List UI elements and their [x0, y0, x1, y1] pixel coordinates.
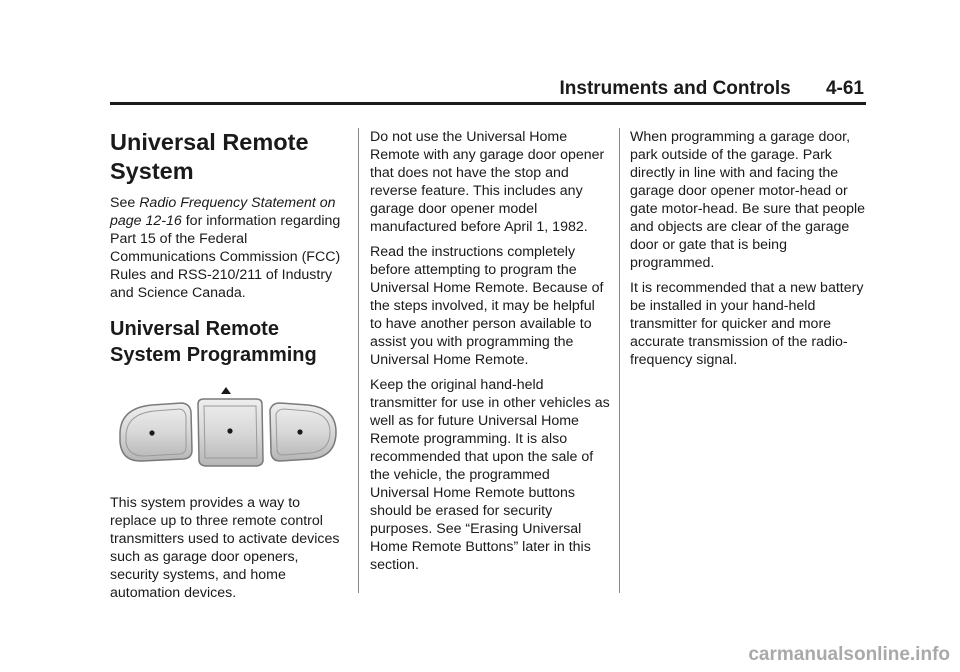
intro-prefix: See	[110, 195, 140, 211]
battery-paragraph: It is recommended that a new battery be installed in your hand-held transmitter for quicker and more accurate transmission of the radio-frequency signal.	[630, 280, 864, 368]
up-arrow-icon	[221, 387, 231, 394]
page-number: 4-61	[825, 78, 864, 99]
stop-reverse-paragraph: Do not use the Universal Home Remote with any garage door opener that does not have the stop and reverse feature. This includes any garage door opener model manufactured before April 1, 1982.	[370, 129, 605, 235]
heading-universal-remote-system: Universal Remote System	[110, 129, 309, 184]
column-middle	[370, 128, 610, 581]
section-title: Instruments and Controls	[559, 78, 791, 99]
intro-paragraph	[110, 194, 350, 302]
system-description-paragraph: This system provides a way to replace up to three remote control transmitters used to activate devices such as garage door openers, security systems, and home automation devices.	[110, 495, 340, 601]
watermark: carmanualsonline.info	[748, 644, 950, 665]
remote-button-2	[198, 399, 263, 466]
intro-suffix: for information regarding Part 15 of the Federal Communications Commission (FCC) Rules and RSS-210/211 of Industry and Science Canada.	[110, 213, 341, 301]
column-right	[630, 128, 870, 376]
column-divider	[358, 128, 359, 593]
heading-programming: Universal Remote System Programming	[110, 318, 317, 366]
keep-transmitter-paragraph: Keep the original hand-held transmitter for use in other vehicles as well as for future Universal Home Remote programming. It is also recommended that upon the sale of the vehicle, the programmed Universal Home Remote buttons should be erased for security purposes. See “Erasing Universal Home Remote Buttons” later in this section.	[370, 377, 610, 573]
remote-button-1	[120, 403, 192, 461]
park-outside-paragraph: When programming a garage door, park outside of the garage. Park directly in line with and facing the garage door opener motor-head or gate motor-head. Be sure that people and objects are clear of the garage door or gate that is being programmed.	[630, 129, 866, 271]
column-left	[110, 128, 350, 609]
cross-reference-link[interactable]: Radio Frequency Statement on page 12-16	[110, 195, 336, 229]
universal-remote-buttons-illustration	[112, 382, 340, 474]
header-rule	[110, 102, 866, 105]
remote-button-3	[270, 403, 336, 461]
read-instructions-paragraph: Read the instructions completely before attempting to program the Universal Home Remote. Because of the steps involved, it may be helpful to have another person available to assist you with programming the Universal Home Remote.	[370, 244, 604, 368]
column-divider	[619, 128, 620, 593]
